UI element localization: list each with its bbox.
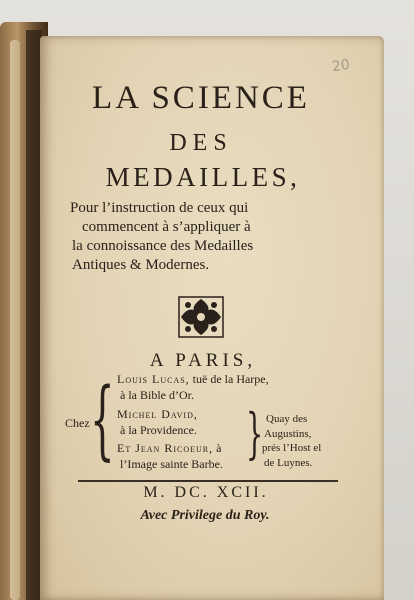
printer-3-sign: l’Image sainte Barbe. [120, 457, 223, 471]
binding-edge [10, 40, 20, 600]
printer-3-name: Et Jean Ricoeur, [117, 441, 214, 455]
printer-2-line [117, 407, 198, 422]
title-line-1: LA SCIENCE [92, 80, 310, 116]
printer-1-address: tuë de la Harpe, [192, 372, 269, 386]
imprint-chez: Chez [65, 416, 90, 430]
royal-privilege: Avec Privilege du Roy. [140, 508, 270, 523]
subtitle-line-2: commencent à s’appliquer à [82, 219, 251, 235]
shared-address-4: de Luynes. [264, 457, 313, 469]
title-line-3: MEDAILLES, [105, 162, 301, 192]
left-brace-icon: { [90, 370, 115, 470]
printer-2-sign: à la Providence. [120, 423, 197, 437]
subtitle-line-3: la connoissance des Medailles [72, 238, 254, 254]
title-page [40, 36, 384, 600]
right-brace-icon: } [246, 402, 264, 465]
shared-address-3: prés l’Host el [262, 442, 322, 454]
printer-1-sign: à la Bible d’Or. [120, 388, 194, 402]
pencil-annotation: 20 [331, 56, 352, 76]
title-line-2: DES [169, 130, 233, 156]
printer-1-name: Louis Lucas, [117, 372, 190, 386]
imprint-city: A PARIS, [149, 350, 257, 371]
divider-rule [78, 480, 338, 482]
printer-3-address: à [216, 441, 222, 455]
printer-1-line [117, 372, 269, 387]
subtitle-line-1: Pour l’instruction de ceux qui [70, 200, 249, 216]
printer-2-name: Michel David, [117, 407, 198, 421]
publication-date: M. DC. XCII. [143, 484, 269, 501]
printer-3-line [117, 441, 221, 456]
subtitle-line-4: Antiques & Modernes. [72, 257, 210, 273]
shared-address-2: Augustins, [264, 428, 312, 440]
shared-address-1: Quay des [266, 413, 308, 425]
fleuron-ornament-icon [176, 294, 226, 340]
